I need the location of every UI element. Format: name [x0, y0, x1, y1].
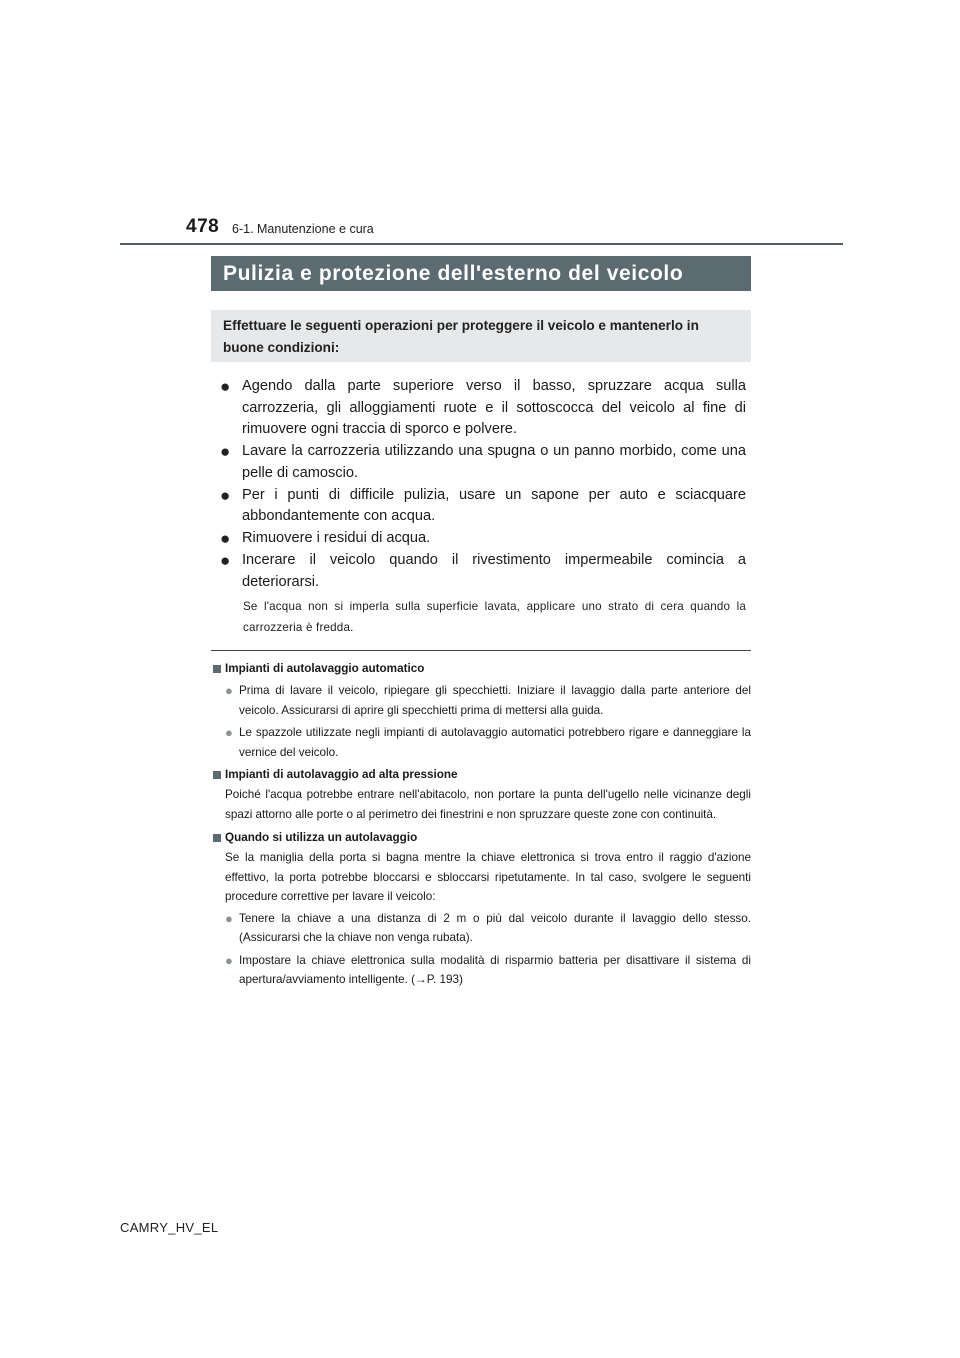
- bullet-icon: ●: [225, 952, 233, 968]
- list-item: [220, 376, 746, 441]
- list-item-text: Rimuovere i residui di acqua.: [242, 530, 431, 546]
- list-item-text: Per i punti di difficile pulizia, usare un sapone per auto e sciacquare abbondantemente con acqua.: [242, 486, 746, 524]
- bullet-icon: ●: [225, 725, 233, 740]
- intro-text: Effettuare le seguenti operazioni per proteggere il veicolo e mantenerlo in buone condizioni:: [223, 318, 699, 355]
- note-bullet-text: Prima di lavare il veicolo, ripiegare gli specchietti. Iniziare il lavaggio dalla parte anteriore del veicolo. Assicurarsi di aprire gli specchietti prima di mettersi alla guida.: [239, 684, 751, 717]
- list-item: [220, 441, 746, 484]
- square-bullet-icon: [213, 665, 221, 673]
- bullet-icon: ●: [220, 442, 231, 461]
- list-item: [220, 550, 746, 593]
- intro-box: [211, 310, 751, 362]
- notes-section: [211, 658, 751, 993]
- page-title: Pulizia e protezione dell'esterno del veicolo: [211, 256, 751, 291]
- note-bullet-text: Impostare la chiave elettronica sulla modalità di risparmio batteria per disattivare il sistema di apertura/avviamento intelligente. (→P. 193): [239, 953, 751, 986]
- note-heading-text: Impianti di autolavaggio automatico: [225, 662, 425, 675]
- note-bullet: [211, 681, 751, 720]
- list-item: [220, 528, 746, 550]
- note-heading-high-pressure: [211, 765, 751, 785]
- note-paragraph: Poiché l'acqua potrebbe entrare nell'abitacolo, non portare la punta dell'ugello nelle vicinanze degli spazi attorno alle porte o al perimetro dei finestrini e non spruzzare queste zone con continuità.: [225, 788, 751, 821]
- note-bullet: [211, 951, 751, 990]
- header-rule: [120, 243, 843, 245]
- list-item-text: Incerare il veicolo quando il rivestimento impermeabile comincia a deteriorarsi.: [242, 552, 746, 590]
- notes-divider: [211, 650, 751, 651]
- note-heading-text: Quando si utilizza un autolavaggio: [225, 831, 418, 844]
- list-item: [220, 485, 746, 528]
- bullet-icon: ●: [220, 377, 231, 396]
- bullet-icon: ●: [225, 683, 233, 698]
- main-list: [220, 376, 746, 594]
- list-item-text: Agendo dalla parte superiore verso il basso, spruzzare acqua sulla carrozzeria, gli alloggiamenti ruote e il sottoscocca del veicolo al fine di rimuovere ogni traccia di sporco e polvere.: [242, 378, 746, 437]
- page-number: 478: [186, 216, 220, 237]
- square-bullet-icon: [213, 771, 221, 779]
- list-item-text: Lavare la carrozzeria utilizzando una spugna o un panno morbido, come una pelle di camoscio.: [242, 443, 746, 481]
- note-bullet: [211, 909, 751, 948]
- note-bullet-text: Tenere la chiave a una distanza di 2 m o più dal veicolo durante il lavaggio dello stesso. (Assicurarsi che la chiave non venga rubata).: [239, 911, 751, 944]
- note-bullet-text: Le spazzole utilizzate negli impianti di autolavaggio automatici potrebbero rigare e danneggiare la vernice del veicolo.: [239, 726, 751, 759]
- footer-code: CAMRY_HV_EL: [120, 1220, 219, 1235]
- note-heading-car-wash: [211, 828, 751, 848]
- note-paragraph: Se la maniglia della porta si bagna mentre la chiave elettronica si trova entro il raggio d'azione effettivo, la porta potrebbe bloccarsi e sbloccarsi ripetutamente. In tal caso, svolgere le seguenti procedure correttive per lavare il veicolo:: [225, 851, 751, 903]
- note-heading-text: Impianti di autolavaggio ad alta pressione: [225, 768, 458, 781]
- square-bullet-icon: [213, 834, 221, 842]
- note-heading-automatic: [211, 659, 751, 679]
- bullet-icon: ●: [220, 485, 231, 505]
- section-label: 6-1. Manutenzione e cura: [232, 222, 374, 236]
- bullet-icon: ●: [220, 529, 231, 548]
- bullet-icon: ●: [225, 910, 233, 926]
- bullet-icon: ●: [220, 551, 231, 570]
- note-bullet: [211, 723, 751, 762]
- wax-note: Se l'acqua non si imperla sulla superficie lavata, applicare uno strato di cera quando la carrozzeria è fredda.: [243, 600, 746, 634]
